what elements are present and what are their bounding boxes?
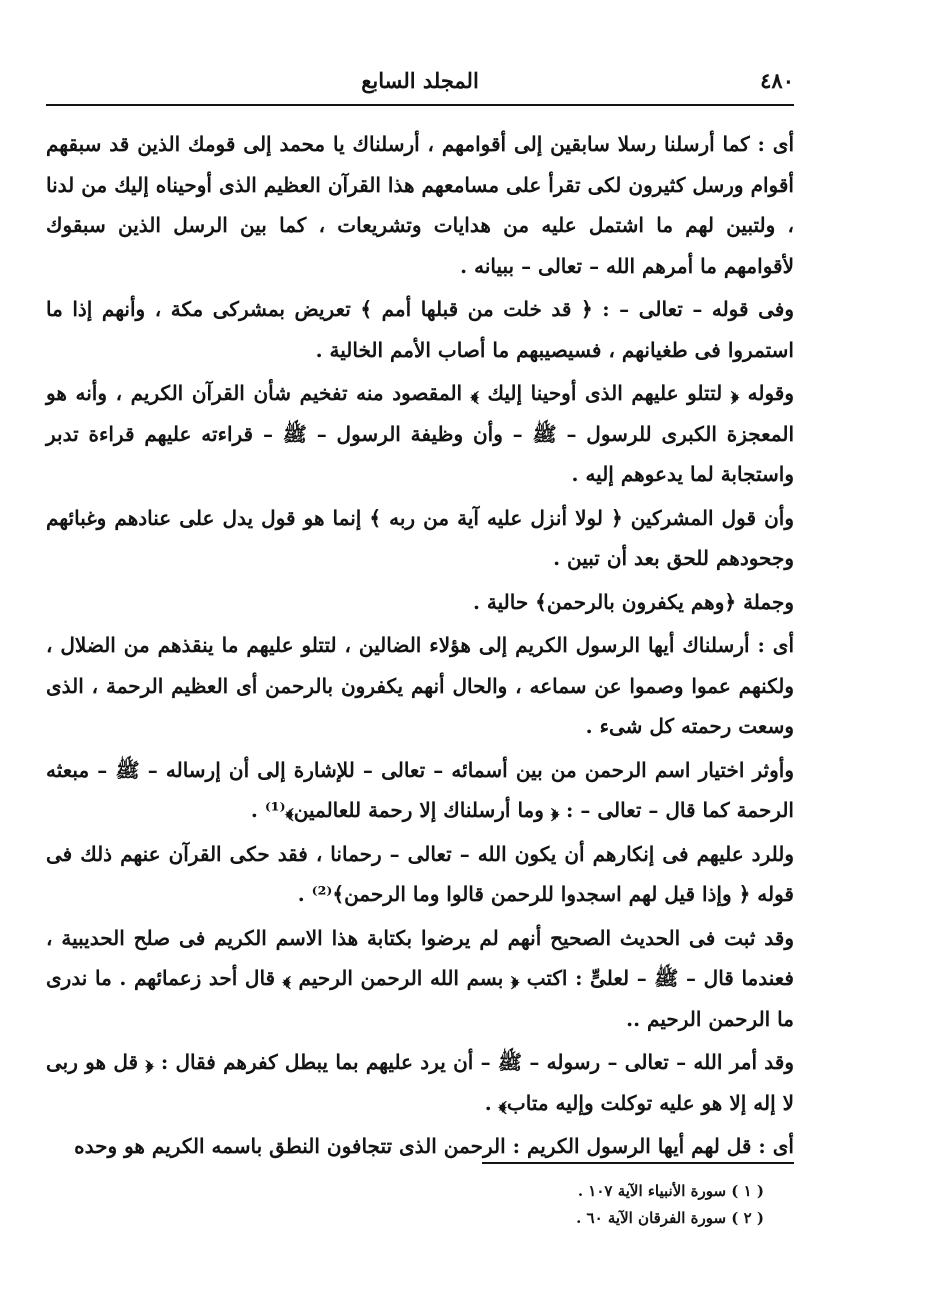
paragraph: وقوله ﴿ لتتلو عليهم الذى أوحينا إليك ﴾ المقصود منه تفخيم شأن القرآن الكريم ، وأنه هو المعجزة الكبرى للرسول – ﷺ – وأن وظيفة الرسول – ﷺ – قراءته عليهم قراءة تدبر واستجابة لما يدعوهم إليه . — [46, 381, 794, 486]
paragraph: أى : كما أرسلنا رسلا سابقين إلى أقوامهم ، أرسلناك يا محمد إلى قومك الذين قد سبقهم أقوام ورسل كثيرون لكى تقرأ على مسامعهم هذا القرآن العظيم الذى أوحيناه إليك من لدنا ، ولتبين لهم ما اشتمل عليه من هدايات وتشريعات ، كما بين الرسل الذين سبقوك لأقوامهم ما أمرهم الله – تعالى – ببيانه . — [46, 132, 794, 278]
footnote: ( ٢ ) سورة الفرقان الآية ٦٠ . — [576, 1209, 764, 1227]
footnote: ( ١ ) سورة الأنبياء الآية ١٠٧ . — [577, 1182, 764, 1200]
paragraph: وأوثر اختيار اسم الرحمن من بين أسمائه – تعالى – للإشارة إلى أن إرساله – ﷺ – مبعثه الرحمة كما قال – تعالى – : ﴿ وما أرسلناك إلا رحمة للعالمين﴾⁽¹⁾ . — [46, 757, 794, 822]
footnote-rule — [482, 1162, 794, 1164]
paragraph: وقد أمر الله – تعالى – رسوله – ﷺ – أن يرد عليهم بما يبطل كفرهم فقال : ﴿ قل هو ربى لا إله إلا هو عليه توكلت وإليه متاب﴾ . — [46, 1050, 794, 1115]
header-rule — [46, 104, 794, 106]
paragraph: وقد ثبت فى الحديث الصحيح أنهم لم يرضوا بكتابة هذا الاسم الكريم فى صلح الحديبية ، فعندما قال – ﷺ – لعلىٍّ : اكتب ﴿ بسم الله الرحمن الرحيم ﴾ قال أحد زعمائهم . ما ندرى ما الرحمن الرحيم .. — [46, 925, 794, 1031]
page-header — [46, 62, 794, 102]
page-number: ٤٨٠ — [760, 68, 794, 93]
running-title: المجلد السابع — [361, 68, 479, 93]
paragraph: أى : قل لهم أيها الرسول الكريم : الرحمن الذى تتجافون النطق باسمه الكريم هو وحده — [74, 1134, 794, 1158]
paragraph: أى : أرسلناك أيها الرسول الكريم إلى هؤلاء الضالين ، لتتلو عليهم ما ينقذهم من الضلال ، ولكنهم عموا وصموا عن سماعه ، والحال أنهم يكفرون بالرحمن أى العظيم الرحمة ، الذى وسعت رحمته كل شىء . — [46, 633, 794, 738]
paragraph: وللرد عليهم فى إنكارهم أن يكون الله – تعالى – رحمانا ، فقد حكى القرآن عنهم ذلك فى قوله ﴿ وإذا قيل لهم اسجدوا للرحمن قالوا وما الرحمن﴾⁽²⁾ . — [46, 841, 794, 906]
footnotes — [46, 1178, 764, 1232]
paragraph: وجملة ﴿وهم يكفرون بالرحمن﴾ حالية . — [472, 589, 794, 614]
paragraph: وأن قول المشركين ﴿ لولا أنزل عليه آية من ربه ﴾ إنما هو قول يدل على عنادهم وغبائهم وجحودهم للحق بعد أن تبين . — [46, 505, 794, 570]
paragraph: وفى قوله – تعالى – : ﴿ قد خلت من قبلها أمم ﴾ تعريض بمشركى مكة ، وأنهم إذا ما استمروا فى طغيانهم ، فسيصيبهم ما أصاب الأمم الخالية . — [46, 297, 794, 362]
body-text — [46, 124, 794, 1170]
